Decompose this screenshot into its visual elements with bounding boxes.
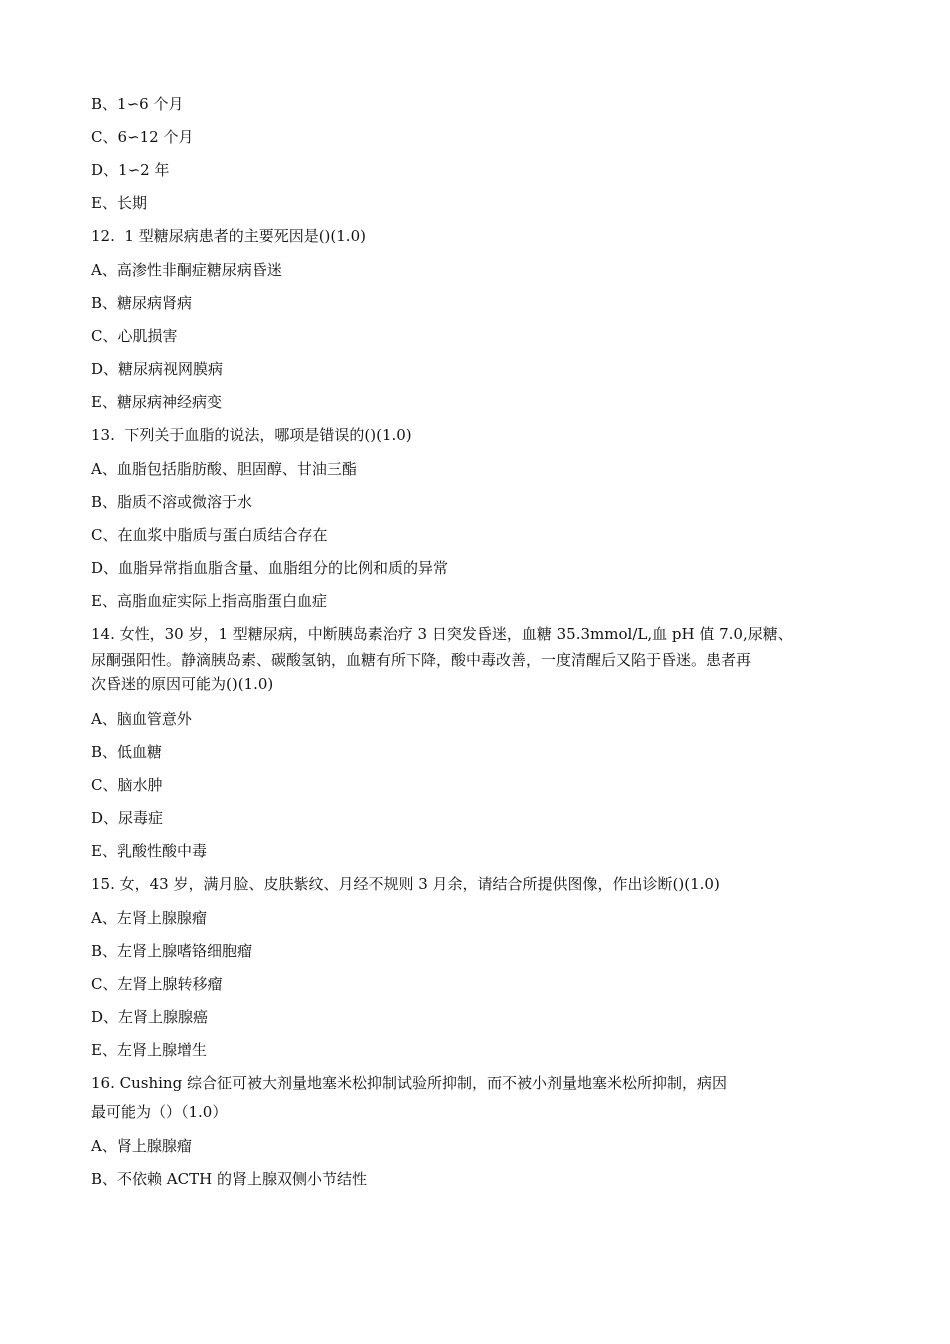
option-b-q16: B、不依赖 ACTH 的肾上腺双侧小节结性 [91, 1170, 367, 1188]
option-a-q14: A、脑血管意外 [91, 710, 192, 728]
option-b-q14: B、低血糖 [91, 743, 163, 761]
option-b-q12: B、糖尿病肾病 [91, 294, 193, 312]
option-c-q13: C、在血浆中脂质与蛋白质结合存在 [91, 526, 328, 544]
option-e-q11: E、长期 [91, 194, 147, 212]
question-12: 12. 1 型糖尿病患者的主要死因是()(1.0) [91, 227, 366, 245]
question-14-line-2: 尿酮强阳性。静滴胰岛素、碳酸氢钠，血糖有所下降，酸中毒改善，一度清醒后又陷于昏迷。患者再 [91, 651, 752, 669]
option-c-q14: C、脑水肿 [91, 776, 163, 794]
option-e-q14: E、乳酸性酸中毒 [91, 842, 207, 860]
option-b-q13: B、脂质不溶或微溶于水 [91, 493, 253, 511]
option-a-q13: A、血脂包括脂肪酸、胆固醇、甘油三酯 [91, 460, 357, 478]
option-b-q11: B、1∽6 个月 [91, 95, 184, 113]
option-e-q13: E、高脂血症实际上指高脂蛋白血症 [91, 592, 327, 610]
option-c-q15: C、左肾上腺转移瘤 [91, 975, 223, 993]
option-d-q11: D、1∽2 年 [91, 161, 170, 179]
option-a-q15: A、左肾上腺腺瘤 [91, 909, 207, 927]
option-a-q16: A、肾上腺腺瘤 [91, 1137, 192, 1155]
option-d-q14: D、尿毒症 [91, 809, 164, 827]
option-a-q12: A、高渗性非酮症糖尿病昏迷 [91, 261, 282, 279]
question-16-line-2: 最可能为（）（1.0） [91, 1103, 228, 1121]
option-d-q13: D、血脂异常指血脂含量、血脂组分的比例和质的异常 [91, 559, 449, 577]
option-c-q12: C、心肌损害 [91, 327, 178, 345]
question-15: 15. 女，43 岁，满月脸、皮肤紫纹、月经不规则 3 月余，请结合所提供图像，作出诊断()(1.0) [91, 875, 720, 893]
option-d-q12: D、糖尿病视网膜病 [91, 360, 224, 378]
option-c-q11: C、6∽12 个月 [91, 128, 194, 146]
option-d-q15: D、左肾上腺腺癌 [91, 1008, 209, 1026]
question-16-line-1: 16. Cushing 综合征可被大剂量地塞米松抑制试验所抑制，而不被小剂量地塞米松所抑制，病因 [91, 1074, 727, 1092]
option-b-q15: B、左肾上腺嗜铬细胞瘤 [91, 942, 253, 960]
option-e-q12: E、糖尿病神经病变 [91, 393, 222, 411]
question-14-line-1: 14. 女性，30 岁，1 型糖尿病，中断胰岛素治疗 3 日突发昏迷，血糖 35.3mmol/L,血 pH 值 7.0,尿糖、 [91, 625, 793, 643]
option-e-q15: E、左肾上腺增生 [91, 1041, 207, 1059]
question-13: 13. 下列关于血脂的说法，哪项是错误的()(1.0) [91, 426, 412, 444]
question-14-line-3: 次昏迷的原因可能为()(1.0) [91, 675, 274, 693]
